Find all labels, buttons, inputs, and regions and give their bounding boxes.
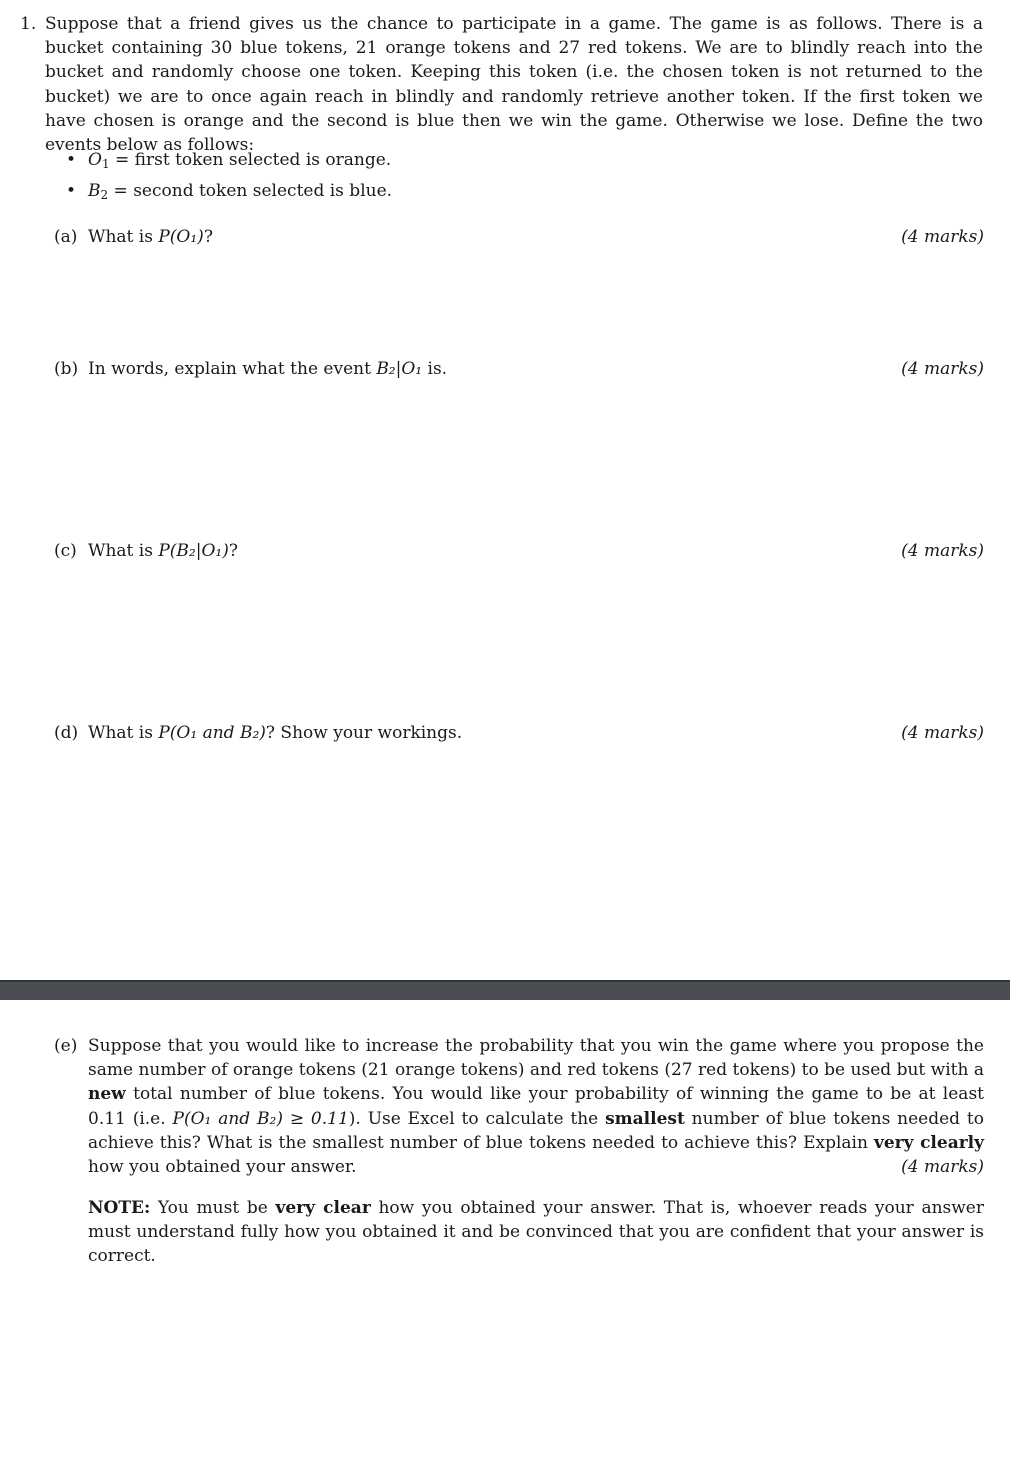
- emphasis-smallest: smallest: [605, 1108, 685, 1129]
- part-e: [54, 1034, 984, 1179]
- marks-label: (4 marks): [901, 723, 984, 743]
- event-text: second token selected is blue.: [133, 181, 393, 201]
- part-label: (e): [54, 1036, 78, 1056]
- marks-label: (4 marks): [901, 541, 984, 561]
- event-equals: =: [108, 181, 134, 201]
- event-subscript: 1: [101, 157, 110, 171]
- part-question: In words, explain what the event B₂|O₁ is.: [88, 359, 448, 379]
- event-symbol: B: [88, 181, 101, 201]
- page-break-divider: [0, 980, 1010, 1000]
- event-symbol: O: [88, 150, 102, 170]
- marks-label: (4 marks): [901, 227, 984, 247]
- part-question: What is P(B₂|O₁)?: [88, 541, 238, 561]
- event-text: first token selected is orange.: [134, 150, 392, 170]
- part-question: What is P(O₁)?: [88, 227, 213, 247]
- part-label: (b): [54, 359, 79, 379]
- question-intro: Suppose that a friend gives us the chance to participate in a game. The game is as follows. There is a bucket containing 30 blue tokens, 21 orange tokens and 27 red tokens. We are to blindly reach into the bucket and randomly choose one token. Keeping this token (i.e. the chosen token is not returned to the bucket) we are to once again reach in blindly and randomly retrieve another token. If the first token we have chosen is orange and the second is blue then we win the game. Otherwise we lose. Define the two events below as follows:: [45, 14, 983, 156]
- page-2: [0, 998, 1010, 1474]
- emphasis-very-clear: very clear: [275, 1198, 371, 1218]
- part-label: (a): [54, 227, 78, 247]
- event-o1: [66, 148, 392, 179]
- bullet-icon: •: [66, 150, 77, 170]
- marks-label: (4 marks): [901, 1157, 984, 1178]
- note-label: NOTE:: [88, 1198, 151, 1218]
- event-equals: =: [109, 150, 135, 170]
- part-question: What is P(O₁ and B₂)? Show your workings.: [88, 723, 463, 743]
- question-number: 1.: [20, 14, 37, 34]
- emphasis-very-clearly: very clearly: [873, 1132, 985, 1153]
- note-paragraph: NOTE: You must be very clear how you obtained your answer. That is, whoever reads your answer must understand fully how you obtained it and be convinced that you are confident that your answer is correct.: [88, 1198, 984, 1267]
- probability-expression: P(O₁ and B₂) ≥ 0.11: [172, 1108, 349, 1129]
- probability-expression: P(O₁ and B₂): [158, 723, 266, 743]
- part-label: (d): [54, 723, 79, 743]
- event-b2: [66, 179, 392, 210]
- part-label: (c): [54, 541, 77, 561]
- emphasis-new: new: [88, 1084, 126, 1105]
- event-expression: B₂|O₁: [376, 359, 423, 379]
- marks-label: (4 marks): [901, 359, 984, 379]
- bullet-icon: •: [66, 181, 77, 201]
- event-definitions: [66, 148, 392, 210]
- event-subscript: 2: [100, 188, 109, 202]
- part-question: Suppose that you would like to increase the probability that you win the game where you propose the same number of orange tokens (21 orange tokens) and red tokens (27 red tokens) to be used but with a new total number of blue tokens. You would like your probability of winning the game to be at least 0.11 (i.e. P(O₁ and B₂) ≥ 0.11). Use Excel to calculate the smallest number of blue tokens needed to achieve this? What is the smallest number of blue tokens needed to achieve this? Explain very clearly how you obtained your answer. (4 marks): [88, 1034, 984, 1179]
- probability-expression: P(B₂|O₁): [158, 541, 229, 561]
- probability-expression: P(O₁): [158, 227, 204, 247]
